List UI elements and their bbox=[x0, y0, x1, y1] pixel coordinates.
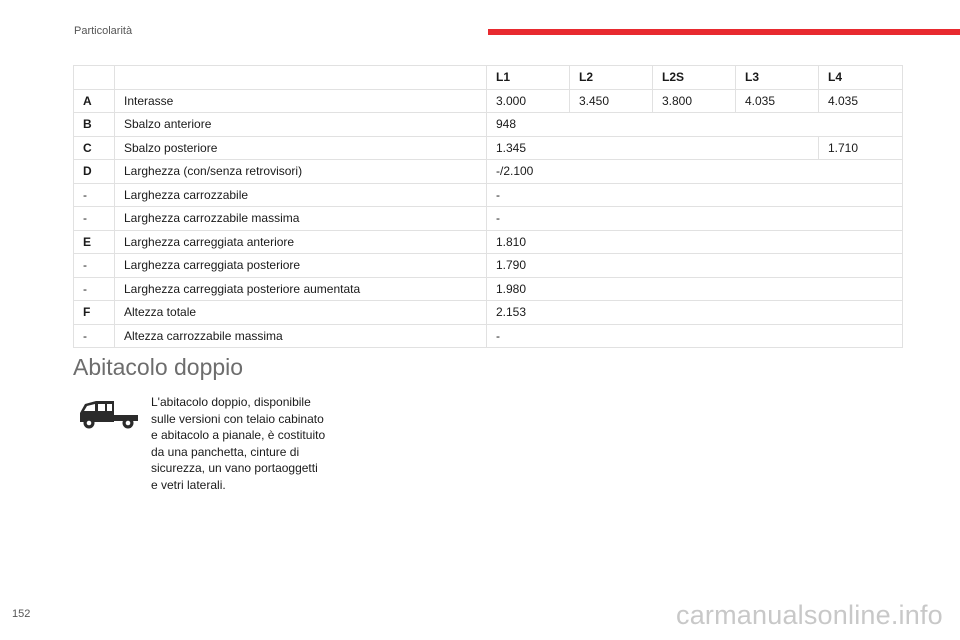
column-header: L4 bbox=[819, 66, 903, 90]
paragraph-line: e vetri laterali. bbox=[151, 477, 226, 492]
row-value: 1.810 bbox=[487, 230, 903, 254]
row-value: 3.450 bbox=[570, 89, 653, 113]
row-label: Larghezza carreggiata posteriore bbox=[115, 254, 487, 278]
row-code: E bbox=[74, 230, 115, 254]
row-value: 3.800 bbox=[653, 89, 736, 113]
page-number: 152 bbox=[12, 608, 31, 620]
header-empty-cell bbox=[115, 66, 487, 90]
row-code: C bbox=[74, 136, 115, 160]
row-value: 1.710 bbox=[819, 136, 903, 160]
row-value: 2.153 bbox=[487, 301, 903, 325]
paragraph-line: da una panchetta, cinture di bbox=[151, 444, 300, 459]
header-accent-bar bbox=[488, 29, 960, 35]
row-value: 1.790 bbox=[487, 254, 903, 278]
watermark-text: carmanualsonline.info bbox=[676, 600, 943, 630]
row-code: - bbox=[74, 324, 115, 348]
row-value: 1.980 bbox=[487, 277, 903, 301]
table-row bbox=[74, 113, 903, 137]
row-value: - bbox=[487, 183, 903, 207]
row-label: Larghezza carrozzabile massima bbox=[115, 207, 487, 231]
row-value: -/2.100 bbox=[487, 160, 903, 184]
row-code: - bbox=[74, 183, 115, 207]
table-row bbox=[74, 183, 903, 207]
table-header-row bbox=[74, 66, 903, 90]
table-row bbox=[74, 207, 903, 231]
double-cab-van-icon bbox=[76, 398, 140, 432]
row-code: D bbox=[74, 160, 115, 184]
row-label: Larghezza carreggiata posteriore aumentata bbox=[115, 277, 487, 301]
row-code: - bbox=[74, 277, 115, 301]
table-row bbox=[74, 277, 903, 301]
row-code: A bbox=[74, 89, 115, 113]
row-value: 4.035 bbox=[736, 89, 819, 113]
column-header: L1 bbox=[487, 66, 570, 90]
column-header: L3 bbox=[736, 66, 819, 90]
row-code: - bbox=[74, 207, 115, 231]
paragraph-line: e abitacolo a pianale, è costituito bbox=[151, 428, 326, 442]
row-label: Sbalzo posteriore bbox=[115, 136, 487, 160]
section-label: Particolarità bbox=[74, 25, 133, 37]
table-row bbox=[74, 89, 903, 113]
table-row bbox=[74, 254, 903, 278]
paragraph-line: sicurezza, un vano portaoggetti bbox=[151, 461, 318, 475]
header-empty-cell bbox=[74, 66, 115, 90]
table-row bbox=[74, 230, 903, 254]
table-row bbox=[74, 160, 903, 184]
row-value: 3.000 bbox=[487, 89, 570, 113]
row-label: Altezza totale bbox=[115, 301, 487, 325]
row-value: 948 bbox=[487, 113, 903, 137]
row-value: - bbox=[487, 207, 903, 231]
row-value: - bbox=[487, 324, 903, 348]
section-paragraph bbox=[151, 394, 336, 493]
row-value: 4.035 bbox=[819, 89, 903, 113]
dimensions-table bbox=[73, 65, 903, 348]
row-label: Larghezza carrozzabile bbox=[115, 183, 487, 207]
row-label: Altezza carrozzabile massima bbox=[115, 324, 487, 348]
column-header: L2S bbox=[653, 66, 736, 90]
table-row bbox=[74, 324, 903, 348]
section-heading: Abitacolo doppio bbox=[73, 354, 244, 380]
row-label: Sbalzo anteriore bbox=[115, 113, 487, 137]
row-code: B bbox=[74, 113, 115, 137]
row-label: Interasse bbox=[115, 89, 487, 113]
paragraph-line: L'abitacolo doppio, disponibile bbox=[151, 395, 311, 409]
row-label: Larghezza (con/senza retrovisori) bbox=[115, 160, 487, 184]
row-code: F bbox=[74, 301, 115, 325]
row-label: Larghezza carreggiata anteriore bbox=[115, 230, 487, 254]
table-row bbox=[74, 301, 903, 325]
row-code: - bbox=[74, 254, 115, 278]
row-value: 1.345 bbox=[487, 136, 819, 160]
table-row bbox=[74, 136, 903, 160]
paragraph-line: sulle versioni con telaio cabinato bbox=[151, 411, 324, 426]
column-header: L2 bbox=[570, 66, 653, 90]
